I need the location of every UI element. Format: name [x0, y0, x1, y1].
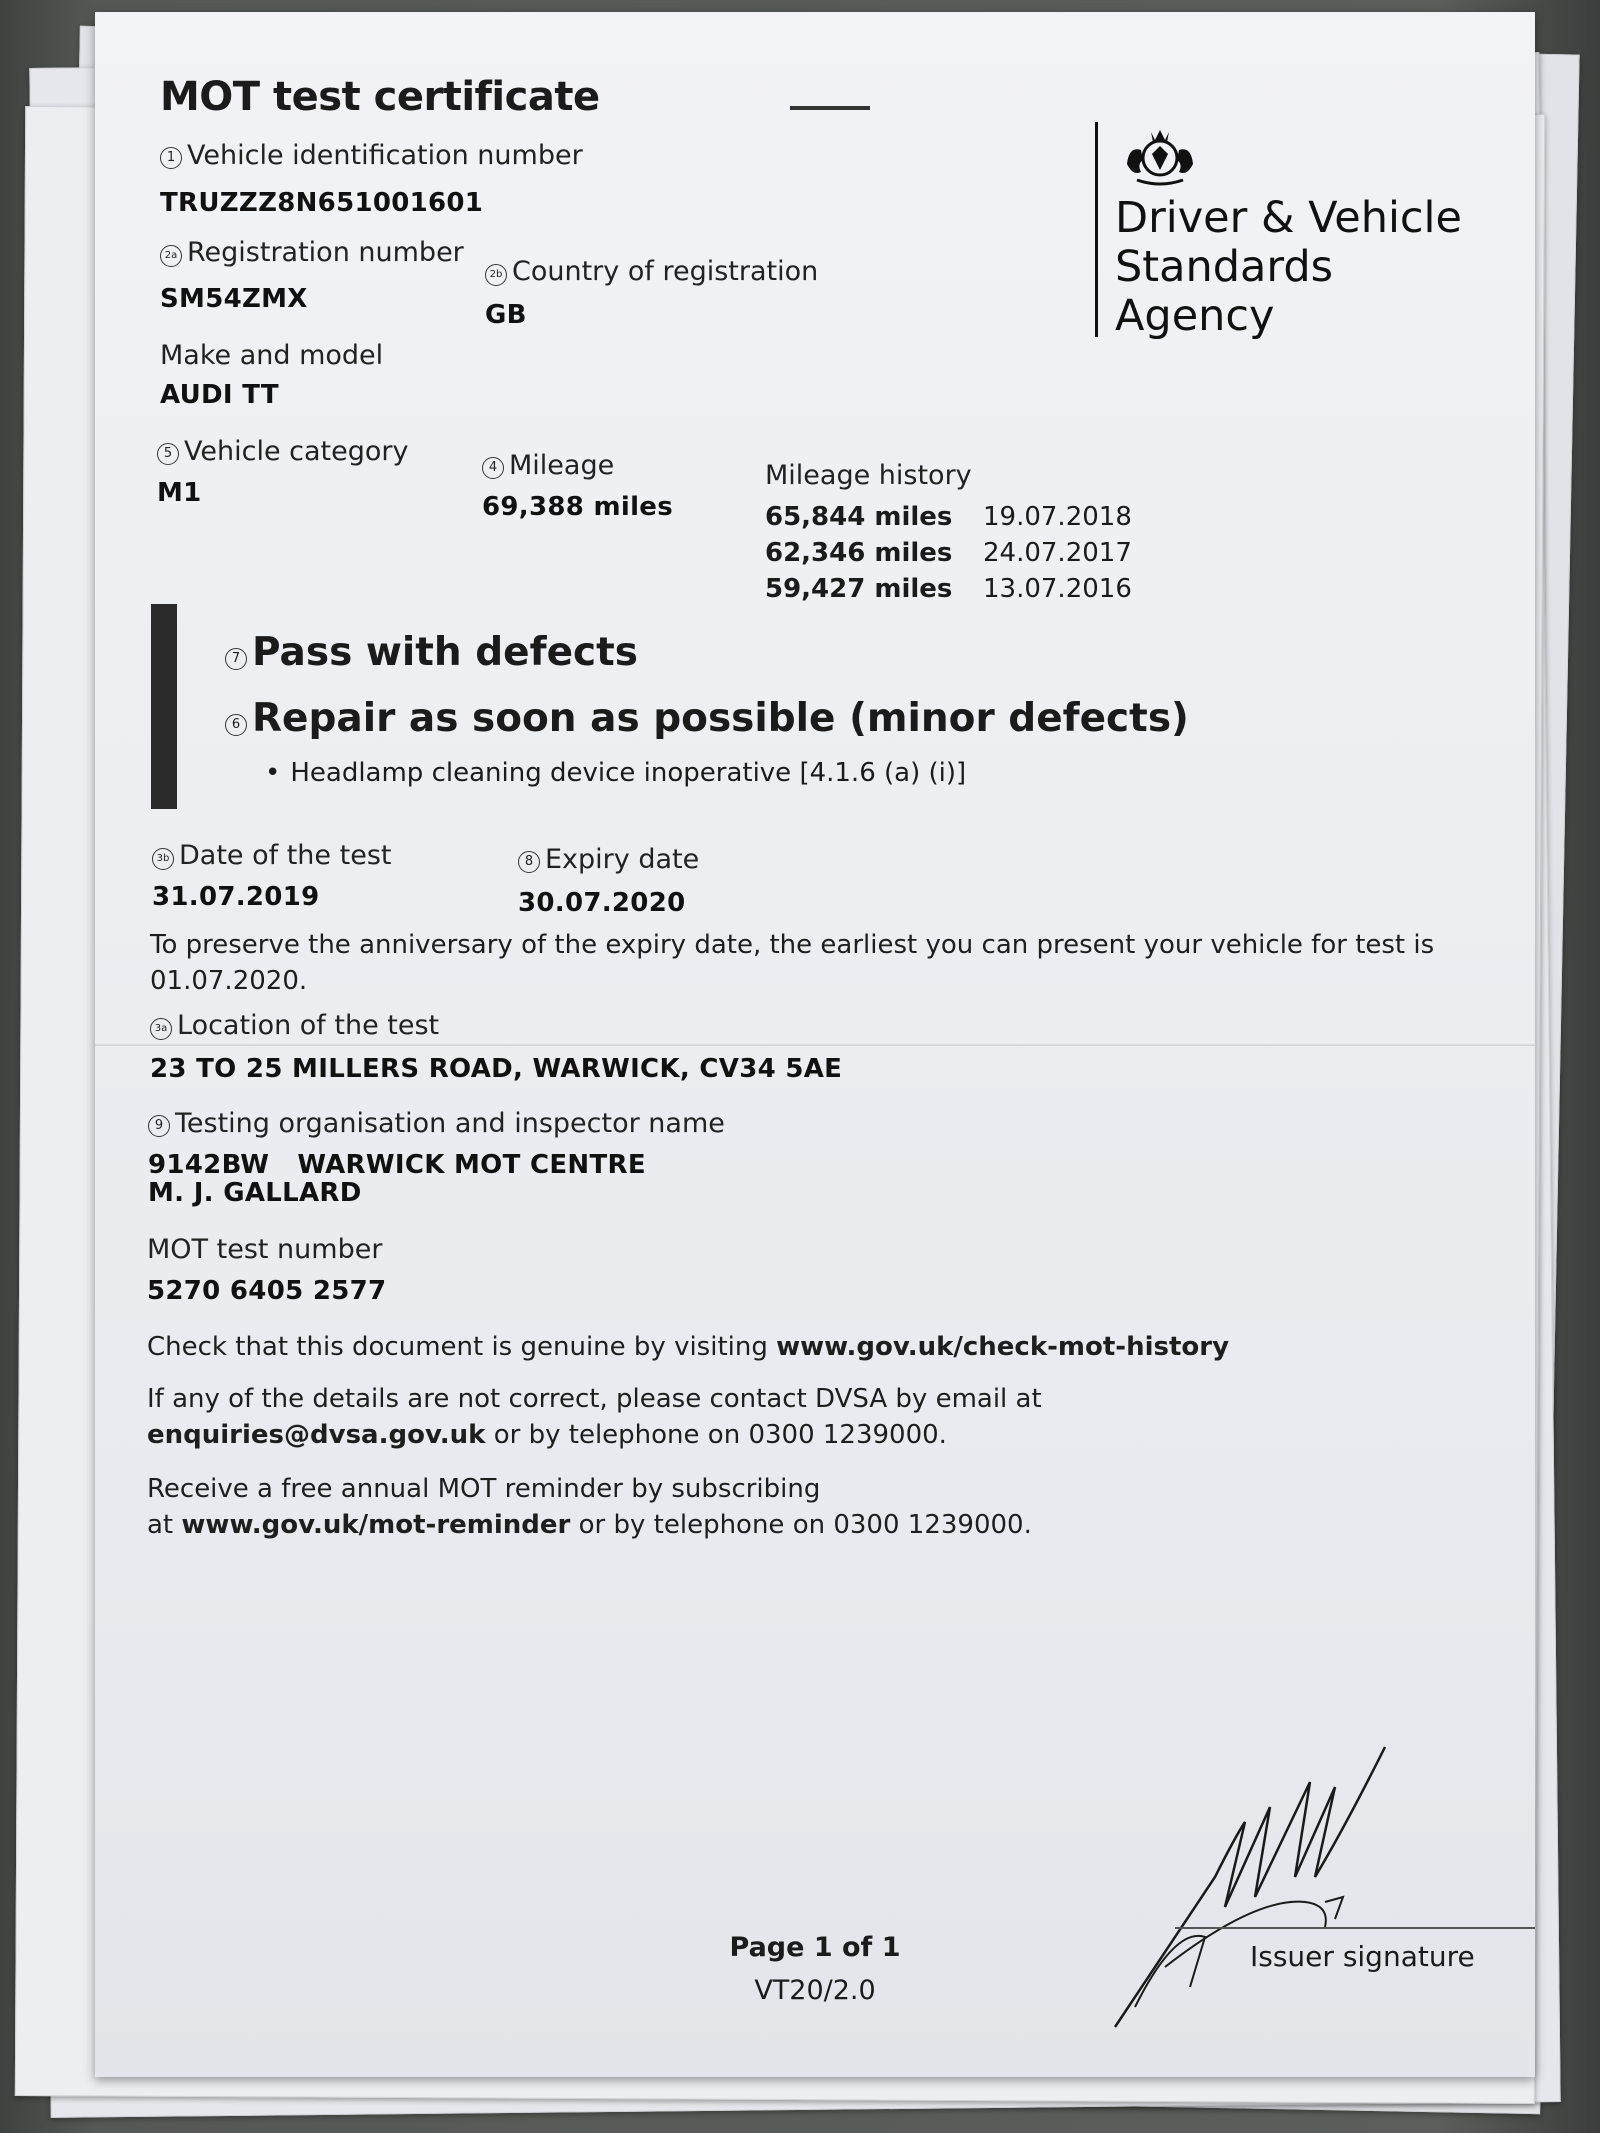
page-number: Page 1 of 1: [729, 1932, 901, 1963]
defect-item: • Headlamp cleaning device inoperative [4.1.6 (a) (i)]: [265, 758, 967, 788]
result-indicator-bar: [151, 604, 177, 809]
signature-label: Issuer signature: [1250, 1940, 1475, 1973]
mot-reminder-link[interactable]: www.gov.uk/mot-reminder: [181, 1510, 571, 1540]
vin-value: TRUZZZ8N651001601: [160, 188, 484, 218]
field-number-badge: 2b: [485, 264, 507, 286]
category-label: 5 Vehicle category: [157, 436, 408, 467]
field-number-badge: 3a: [150, 1018, 172, 1040]
genuine-check-notice: Check that this document is genuine by visiting www.gov.uk/check-mot-history: [147, 1332, 1230, 1362]
country-value: GB: [485, 300, 527, 330]
field-number-badge: 3b: [152, 848, 174, 870]
anniversary-note: To preserve the anniversary of the expiry date, the earliest you can present your vehicle for test is 01.07.2020.: [150, 930, 1435, 996]
field-number-badge: 8: [518, 851, 540, 873]
test-number-value: 5270 6405 2577: [147, 1276, 387, 1306]
mot-certificate-sheet: [95, 12, 1535, 2077]
test-number-label: MOT test number: [147, 1234, 383, 1265]
field-number-badge: 9: [148, 1115, 170, 1137]
dvsa-email-link[interactable]: enquiries@dvsa.gov.uk: [147, 1420, 486, 1450]
tester-label: 9 Testing organisation and inspector name: [148, 1108, 725, 1139]
field-number-badge: 2a: [160, 245, 182, 267]
field-number-badge: 1: [160, 147, 182, 169]
test-date-value: 31.07.2019: [152, 882, 320, 912]
location-value: 23 TO 25 MILLERS ROAD, WARWICK, CV34 5AE: [150, 1054, 843, 1084]
document-title: MOT test certificate: [160, 74, 600, 120]
mileage-history-row: 59,427 miles 13.07.2016: [765, 574, 1132, 604]
expiry-date-label: 8 Expiry date: [518, 844, 699, 875]
royal-crest-icon: [1115, 120, 1205, 190]
registration-label: 2a Registration number: [160, 237, 464, 268]
test-date-label: 3b Date of the test: [152, 840, 391, 871]
agency-divider: [1095, 122, 1098, 337]
registration-value: SM54ZMX: [160, 284, 308, 314]
minor-defects-heading: 6 Repair as soon as possible (minor defects): [225, 696, 1189, 741]
field-number-badge: 5: [157, 443, 179, 465]
location-label: 3a Location of the test: [150, 1010, 439, 1041]
agency-name-line-2: Standards: [1115, 242, 1334, 292]
field-number-badge: 6: [225, 714, 247, 736]
test-result: 7 Pass with defects: [225, 630, 638, 675]
tester-organisation: 9142BW WARWICK MOT CENTRE: [148, 1150, 646, 1180]
mileage-history-label: Mileage history: [765, 460, 972, 491]
category-value: M1: [157, 478, 202, 508]
check-mot-history-link[interactable]: www.gov.uk/check-mot-history: [776, 1332, 1230, 1362]
country-label: 2b Country of registration: [485, 256, 818, 287]
expiry-date-value: 30.07.2020: [518, 888, 686, 918]
paper-fold: [95, 1042, 1535, 1046]
mileage-label: 4 Mileage: [482, 450, 614, 481]
signature-line: [1175, 1927, 1535, 1929]
page-footer: [95, 1932, 1535, 2006]
form-reference: VT20/2.0: [754, 1975, 876, 2006]
reminder-notice: Receive a free annual MOT reminder by subscribing at www.gov.uk/mot-reminder or by telephone on 0300 1239000.: [147, 1474, 1032, 1540]
contact-notice: If any of the details are not correct, please contact DVSA by email at enquiries@dvsa.gov.uk or by telephone on 0300 1239000.: [147, 1384, 1042, 1450]
make-model-value: AUDI TT: [160, 380, 279, 410]
agency-name-line-1: Driver & Vehicle: [1115, 193, 1462, 243]
make-model-label: Make and model: [160, 340, 384, 371]
mileage-history-row: 65,844 miles 19.07.2018: [765, 502, 1132, 532]
mileage-value: 69,388 miles: [482, 492, 674, 522]
pen-mark: [790, 106, 870, 110]
agency-name: [1115, 194, 1462, 341]
agency-name-line-3: Agency: [1115, 291, 1275, 341]
inspector-name: M. J. GALLARD: [148, 1178, 362, 1208]
field-number-badge: 7: [225, 648, 247, 670]
mileage-history-row: 62,346 miles 24.07.2017: [765, 538, 1132, 568]
vin-label: 1 Vehicle identification number: [160, 140, 583, 171]
field-number-badge: 4: [482, 457, 504, 479]
